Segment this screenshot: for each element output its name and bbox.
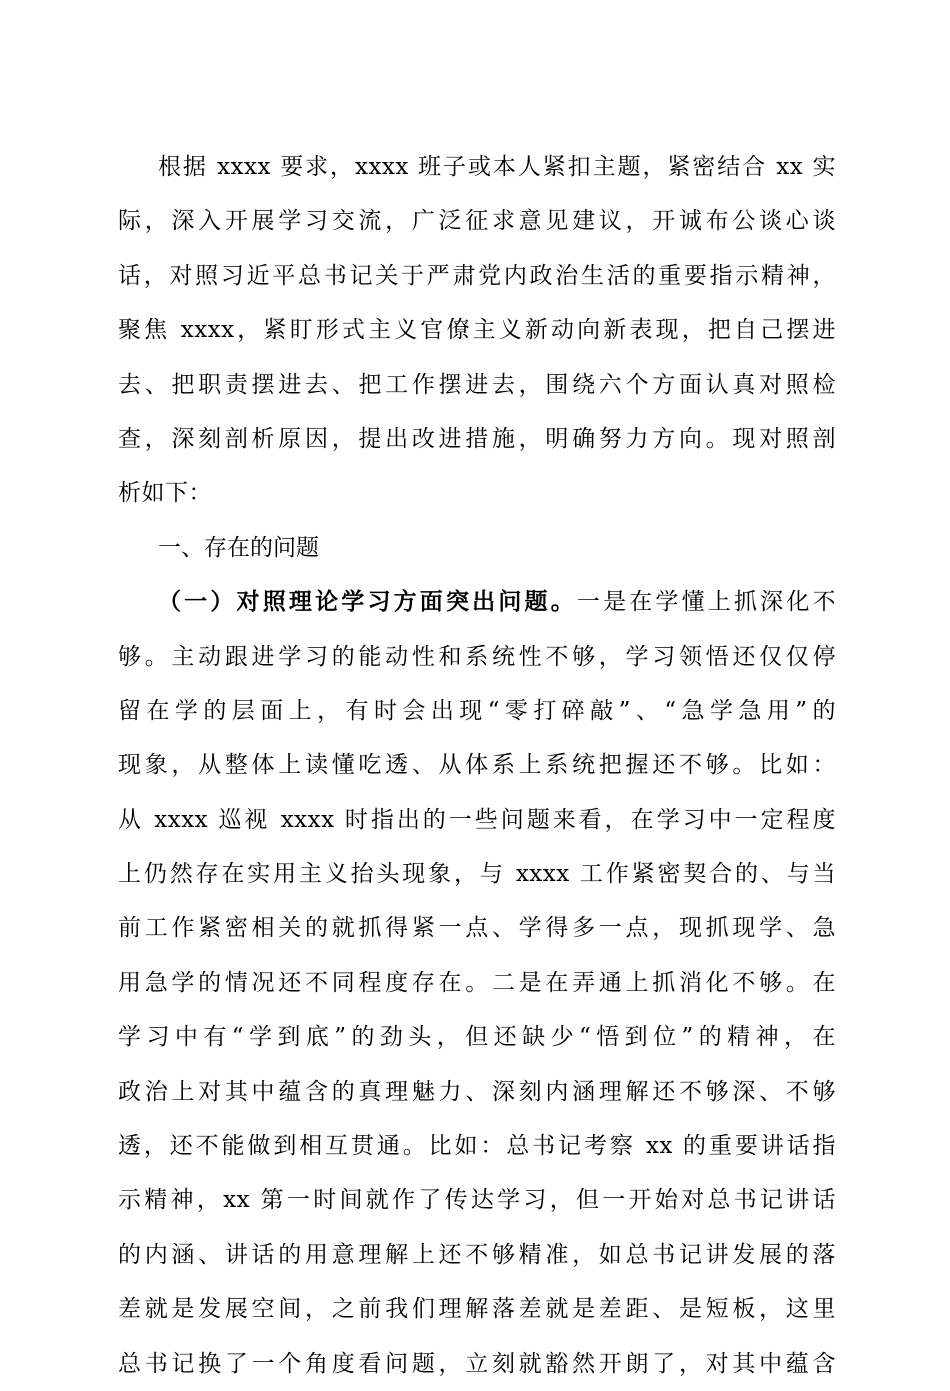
body-line: 够。主动跟进学习的能动性和系统性不够，学习领悟还仅仅停 bbox=[118, 643, 836, 670]
subsection-heading: （一）对照理论学习方面突出问题。 bbox=[158, 589, 577, 616]
body-line: 从 xxxx 巡视 xxxx 时指出的一些问题来看，在学习中一定程度 bbox=[118, 806, 836, 833]
document-body bbox=[118, 140, 836, 1391]
intro-line: 根据 xxxx 要求，xxxx 班子或本人紧扣主题，紧密结合 xx 实 bbox=[158, 154, 836, 180]
subsection-first-text: 一是在学懂上抓深化不 bbox=[576, 589, 837, 616]
intro-line: 查，深刻剖析原因，提出改进措施，明确努力方向。现对照剖 bbox=[118, 425, 836, 452]
body-line: 留在学的层面上，有时会出现“零打碎敲”、“急学急用”的 bbox=[118, 697, 836, 724]
body-line: 的内涵、讲话的用意理解上还不够精准，如总书记讲发展的落 bbox=[118, 1241, 836, 1268]
body-line: 示精神，xx 第一时间就作了传达学习，但一开始对总书记讲话 bbox=[118, 1187, 836, 1214]
body-line: 总书记换了一个角度看问题，立刻就豁然开朗了，对其中蕴含 bbox=[118, 1350, 836, 1377]
body-line: 现象，从整体上读懂吃透、从体系上系统把握还不够。比如： bbox=[118, 752, 836, 779]
body-line: 透，还不能做到相互贯通。比如：总书记考察 xx 的重要讲话指 bbox=[118, 1133, 836, 1160]
intro-line: 去、把职责摆进去、把工作摆进去，围绕六个方面认真对照检 bbox=[118, 371, 836, 398]
section-heading: 一、存在的问题 bbox=[158, 534, 319, 561]
body-line: 前工作紧密相关的就抓得紧一点、学得多一点，现抓现学、急 bbox=[118, 915, 836, 942]
intro-line: 话，对照习近平总书记关于严肃党内政治生活的重要指示精神， bbox=[118, 262, 836, 289]
body-line: 差就是发展空间，之前我们理解落差就是差距、是短板，这里 bbox=[118, 1296, 836, 1323]
body-line: 上仍然存在实用主义抬头现象，与 xxxx 工作紧密契合的、与当 bbox=[118, 861, 836, 888]
intro-line: 析如下： bbox=[118, 480, 212, 507]
body-line: 用急学的情况还不同程度存在。二是在弄通上抓消化不够。在 bbox=[118, 969, 836, 996]
body-line: 政治上对其中蕴含的真理魅力、深刻内涵理解还不够深、不够 bbox=[118, 1078, 836, 1105]
intro-line: 际，深入开展学习交流，广泛征求意见建议，开诚布公谈心谈 bbox=[118, 208, 836, 235]
body-line: 学习中有“学到底”的劲头，但还缺少“悟到位”的精神，在 bbox=[118, 1024, 836, 1051]
intro-line: 聚焦 xxxx，紧盯形式主义官僚主义新动向新表现，把自己摆进 bbox=[118, 317, 836, 344]
subsection-line bbox=[118, 575, 836, 629]
